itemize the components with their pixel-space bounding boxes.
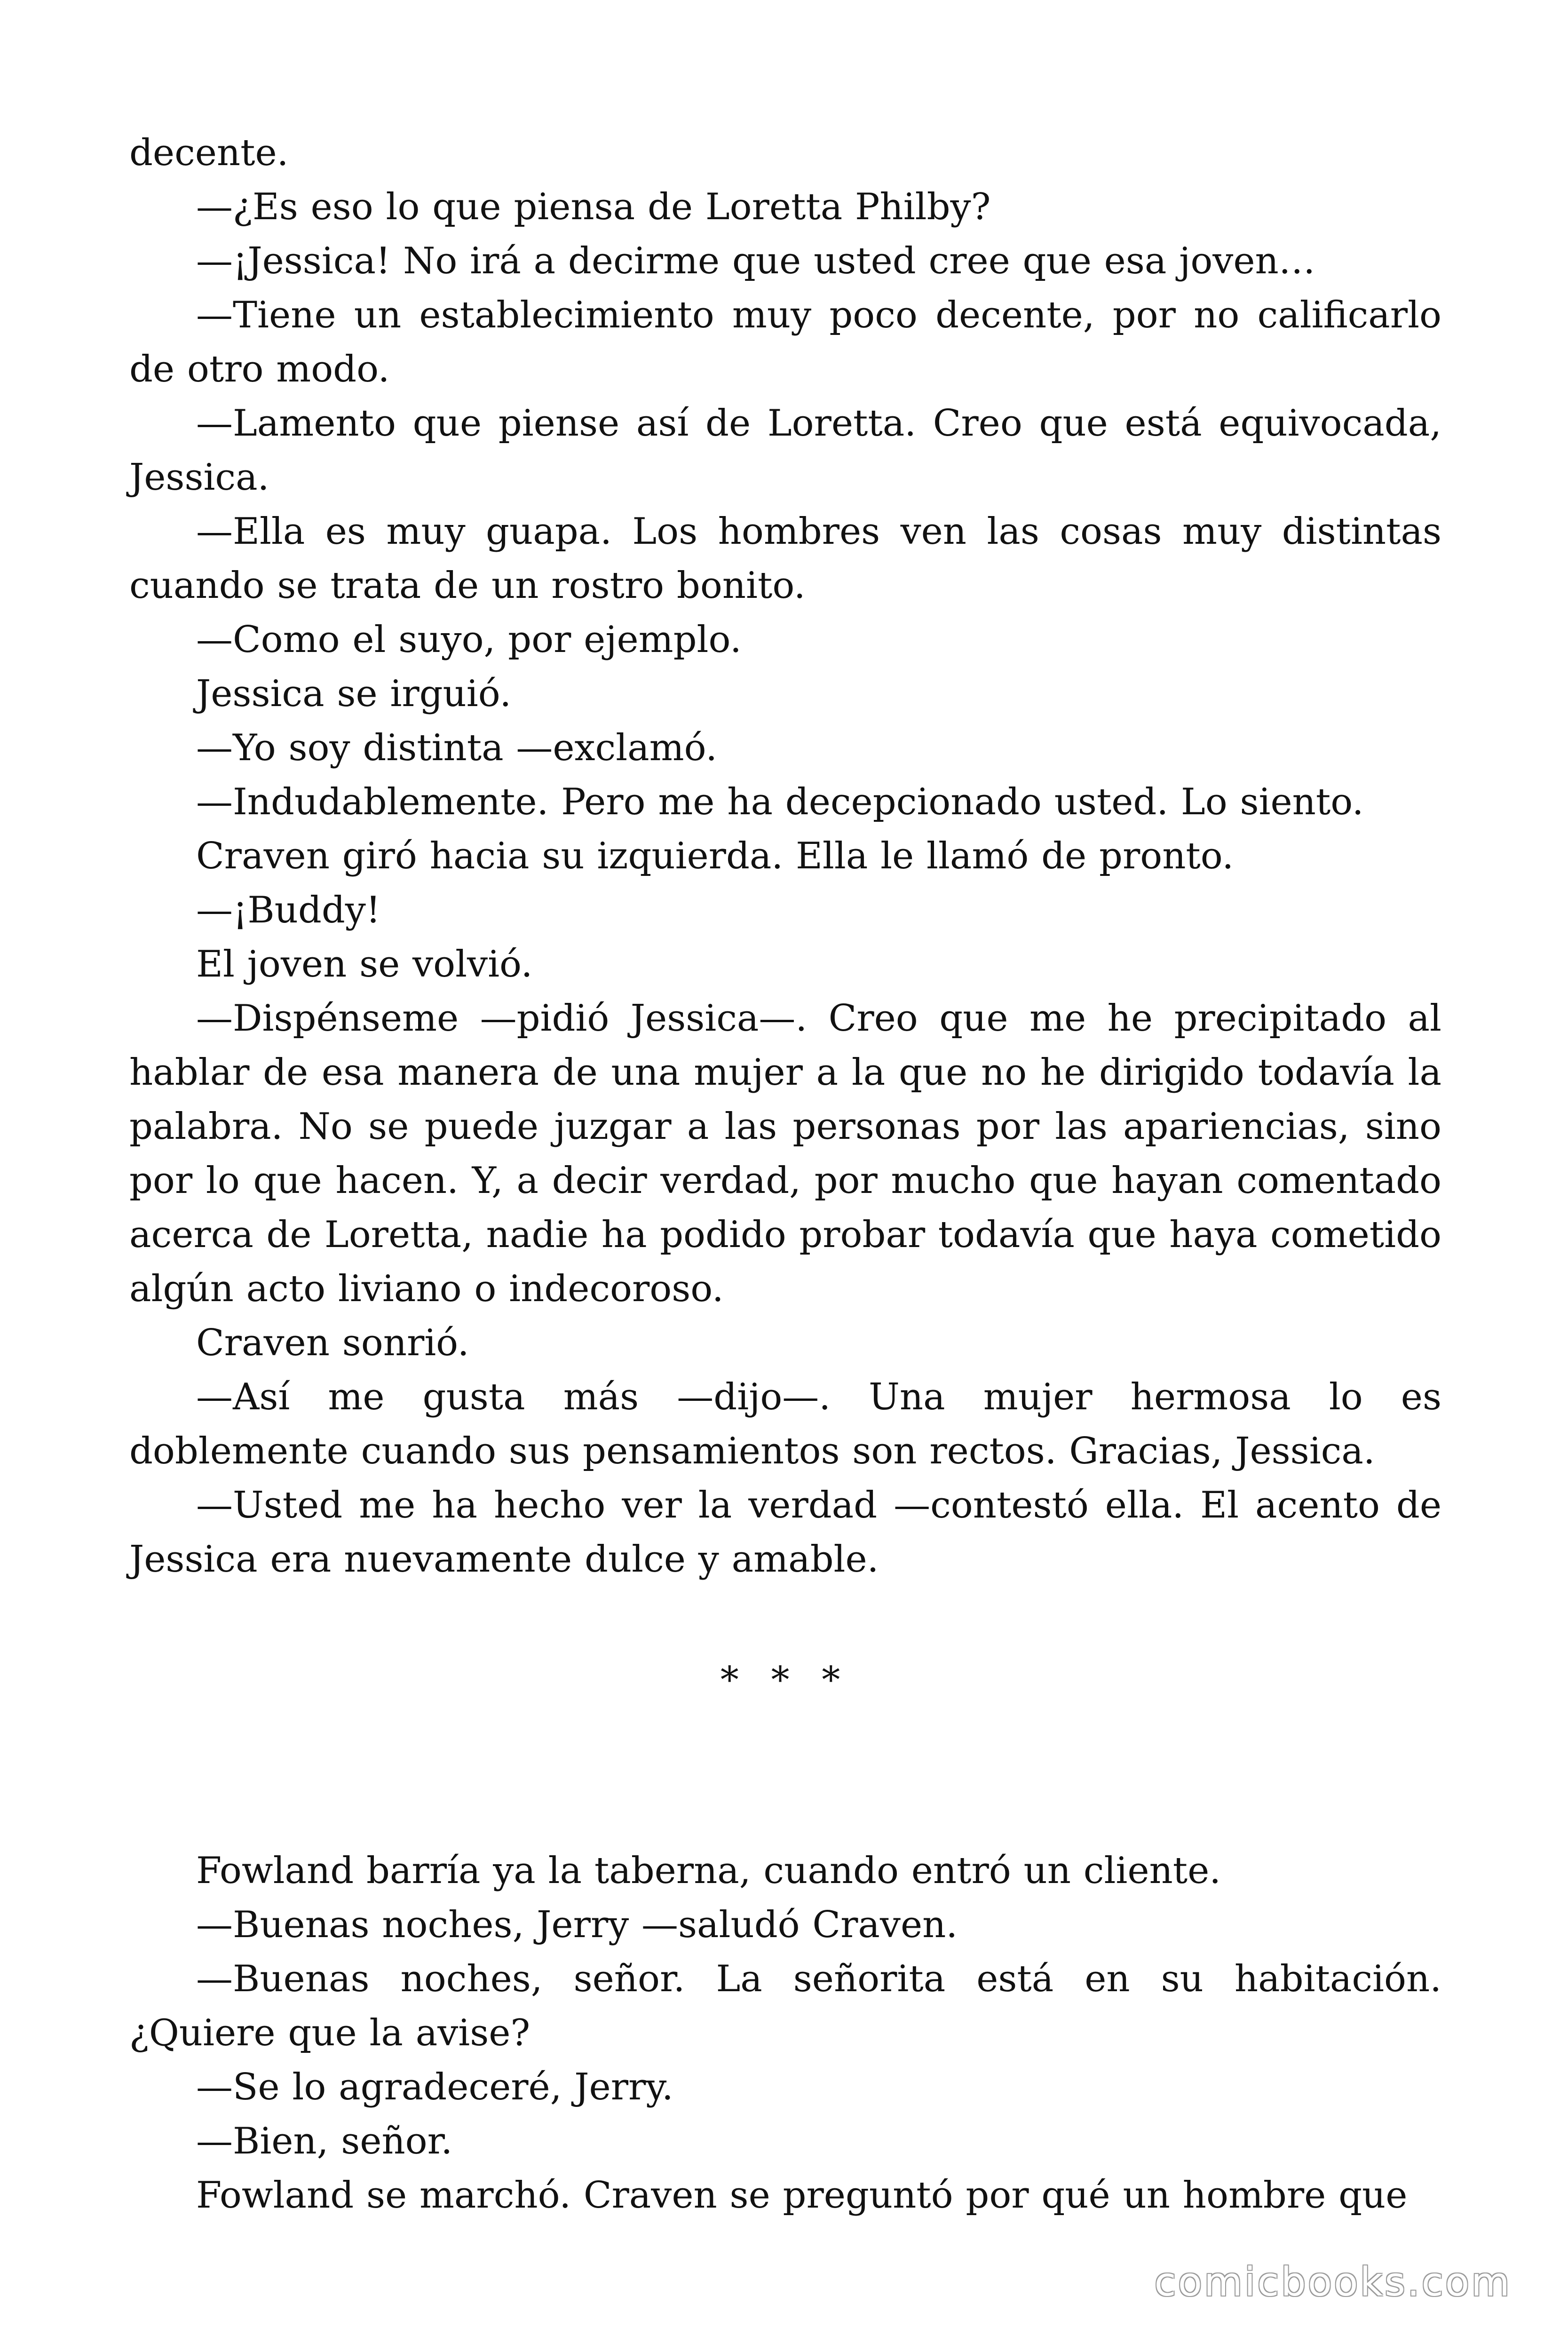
text-block-before <box>129 126 1441 1587</box>
paragraph: —Lamento que piense así de Loretta. Creo que está equivocada, Jessica. <box>129 402 1441 499</box>
section-break: * * * <box>720 1659 851 1701</box>
paragraph: —Dispénseme —pidió Jessica—. Creo que me he precipitado al hablar de esa manera de una mujer a la que no he dirigido todavía la palabra. No se puede juzgar a las personas por las apariencias, sino por lo que hacen. Y, a decir verdad, por mucho que hayan comentado acerca de Loretta, nadie ha podido probar todavía que haya cometido algún acto liviano o indecoroso. <box>129 997 1441 1310</box>
paragraph: —Indudablemente. Pero me ha decepcionado usted. Lo siento. <box>196 781 1364 823</box>
paragraph: —¡Jessica! No irá a decirme que usted cree que esa joven… <box>196 240 1315 282</box>
paragraph: —Yo soy distinta —exclamó. <box>196 727 718 769</box>
paragraph: —Buenas noches, señor. La señorita está en su habitación. ¿Quiere que la avise? <box>129 1958 1441 2054</box>
paragraph: —Como el suyo, por ejemplo. <box>196 619 742 661</box>
paragraph: Jessica se irguió. <box>196 673 512 715</box>
watermark: comicbooks.com <box>1154 2259 1512 2305</box>
paragraph: —Se lo agradeceré, Jerry. <box>196 2066 673 2108</box>
paragraph: —¡Buddy! <box>196 889 381 931</box>
text-block-after <box>129 1844 1441 2223</box>
paragraph: —Buenas noches, Jerry —saludó Craven. <box>196 1904 958 1946</box>
paragraph: Fowland barría ya la taberna, cuando entró un cliente. <box>196 1850 1221 1892</box>
paragraph: —Así me gusta más —dijo—. Una mujer hermosa lo es doblemente cuando sus pensamientos son rectos. Gracias, Jessica. <box>129 1376 1441 1472</box>
paragraph: El joven se volvió. <box>196 943 533 985</box>
paragraph: decente. <box>129 132 289 174</box>
paragraph: —Bien, señor. <box>196 2120 453 2162</box>
paragraph: —¿Es eso lo que piensa de Loretta Philby? <box>196 186 991 228</box>
paragraph: —Ella es muy guapa. Los hombres ven las cosas muy distintas cuando se trata de un rostro bonito. <box>129 510 1441 607</box>
paragraph: Craven giró hacia su izquierda. Ella le llamó de pronto. <box>196 835 1234 877</box>
paragraph: —Usted me ha hecho ver la verdad —contestó ella. El acento de Jessica era nuevamente dulce y amable. <box>129 1484 1441 1581</box>
paragraph: Fowland se marchó. Craven se preguntó por qué un hombre que <box>196 2174 1408 2217</box>
paragraph: Craven sonrió. <box>196 1322 469 1364</box>
page-body <box>129 126 1441 2223</box>
paragraph: —Tiene un establecimiento muy poco decente, por no calificarlo de otro modo. <box>129 294 1441 390</box>
